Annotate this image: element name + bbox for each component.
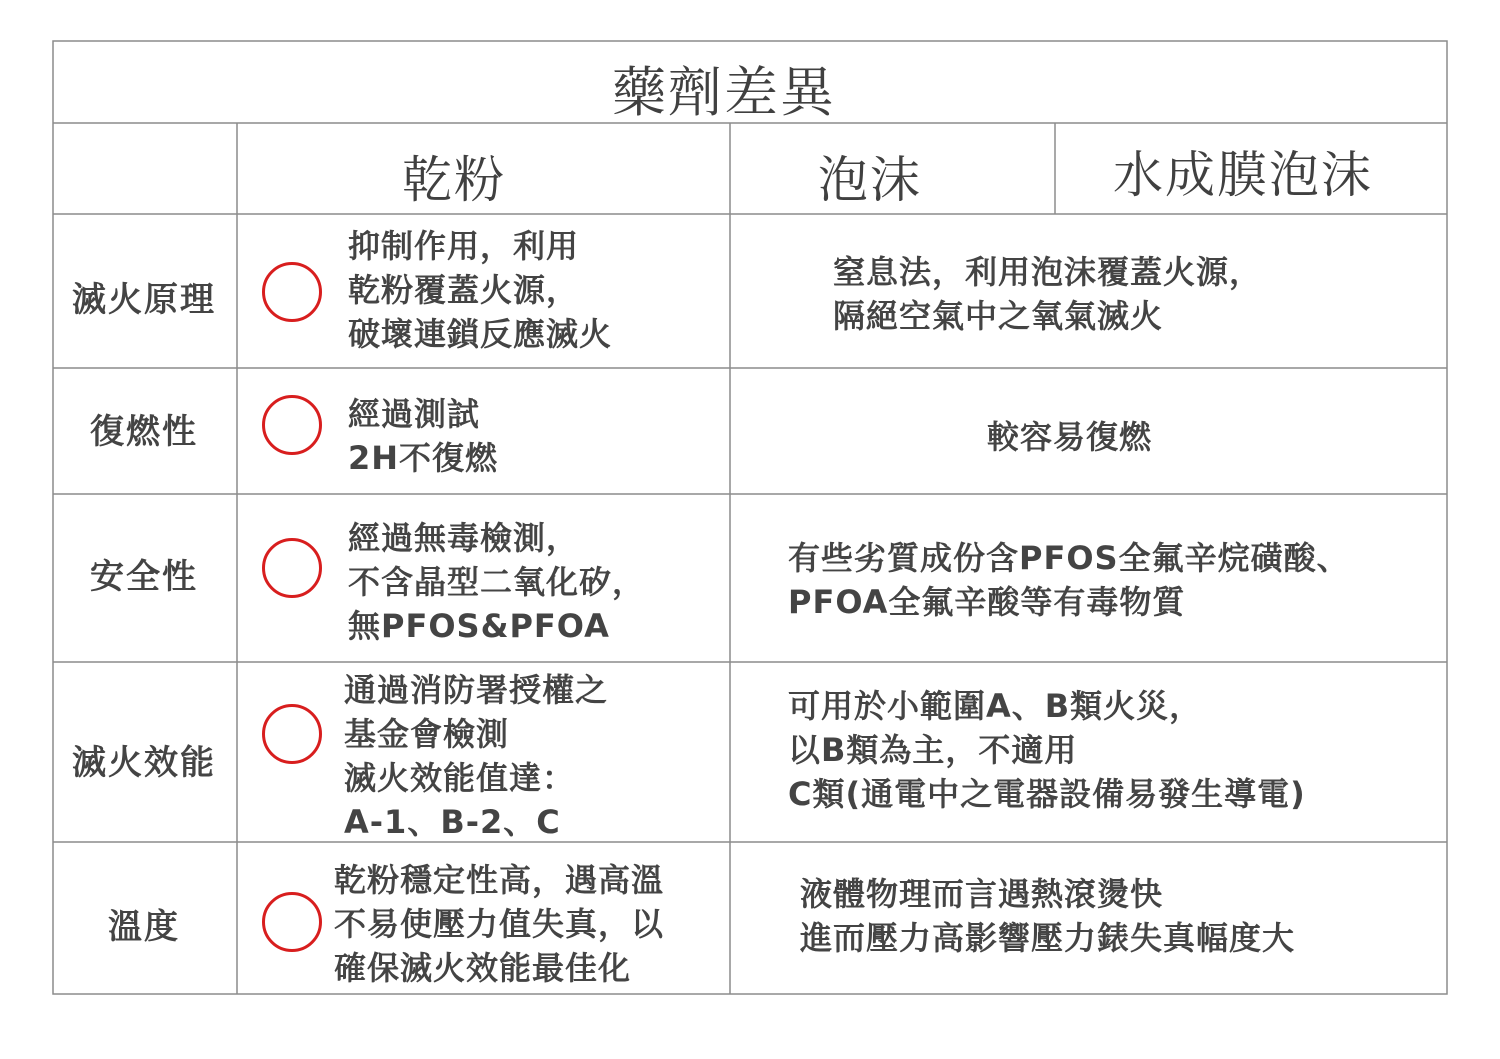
- foam-cell-principle: 窒息法，利用泡沫覆蓋火源， 隔絕空氣中之氧氣滅火: [833, 253, 1263, 335]
- column-header-foam: 泡沫: [818, 151, 922, 209]
- powder-cell-principle: 抑制作用，利用 乾粉覆蓋火源， 破壞連鎖反應滅火: [348, 227, 613, 353]
- red-circle-icon: [262, 395, 322, 455]
- foam-cell-efficiency: 可用於小範圍A、B類火災， 以B類為主，不適用 C類(通電中之電器設備易發生導電): [788, 687, 1306, 813]
- foam-cell-temperature: 液體物理而言遇熱滾燙快 進而壓力高影響壓力錶失真幅度大: [800, 875, 1296, 957]
- red-circle-icon: [262, 538, 322, 598]
- row-label-efficiency: 滅火效能: [72, 743, 216, 783]
- powder-cell-reignition: 經過測試 2H不復燃: [348, 395, 499, 477]
- foam-cell-reignition: 較容易復燃: [987, 418, 1153, 456]
- red-circle-icon: [262, 892, 322, 952]
- red-circle-icon: [262, 704, 322, 764]
- row-label-safety: 安全性: [90, 557, 198, 597]
- row-label-extinguishing-principle: 滅火原理: [72, 280, 216, 320]
- red-circle-icon: [262, 262, 322, 322]
- column-header-afff: 水成膜泡沫: [1113, 146, 1373, 204]
- powder-cell-safety: 經過無毒檢測， 不含晶型二氧化矽， 無PFOS&PFOA: [348, 519, 646, 645]
- row-label-temperature: 溫度: [108, 907, 180, 947]
- powder-cell-efficiency: 通過消防署授權之 基金會檢測 滅火效能值達： A-1、B-2、C: [344, 671, 609, 841]
- table-title: 藥劑差異: [612, 61, 836, 124]
- powder-cell-temperature: 乾粉穩定性高，遇高溫 不易使壓力值失真，以 確保滅火效能最佳化: [334, 861, 665, 987]
- row-label-reignition: 復燃性: [90, 412, 198, 452]
- column-header-powder: 乾粉: [402, 151, 506, 209]
- foam-cell-safety: 有些劣質成份含PFOS全氟辛烷磺酸、 PFOA全氟辛酸等有毒物質: [788, 539, 1350, 621]
